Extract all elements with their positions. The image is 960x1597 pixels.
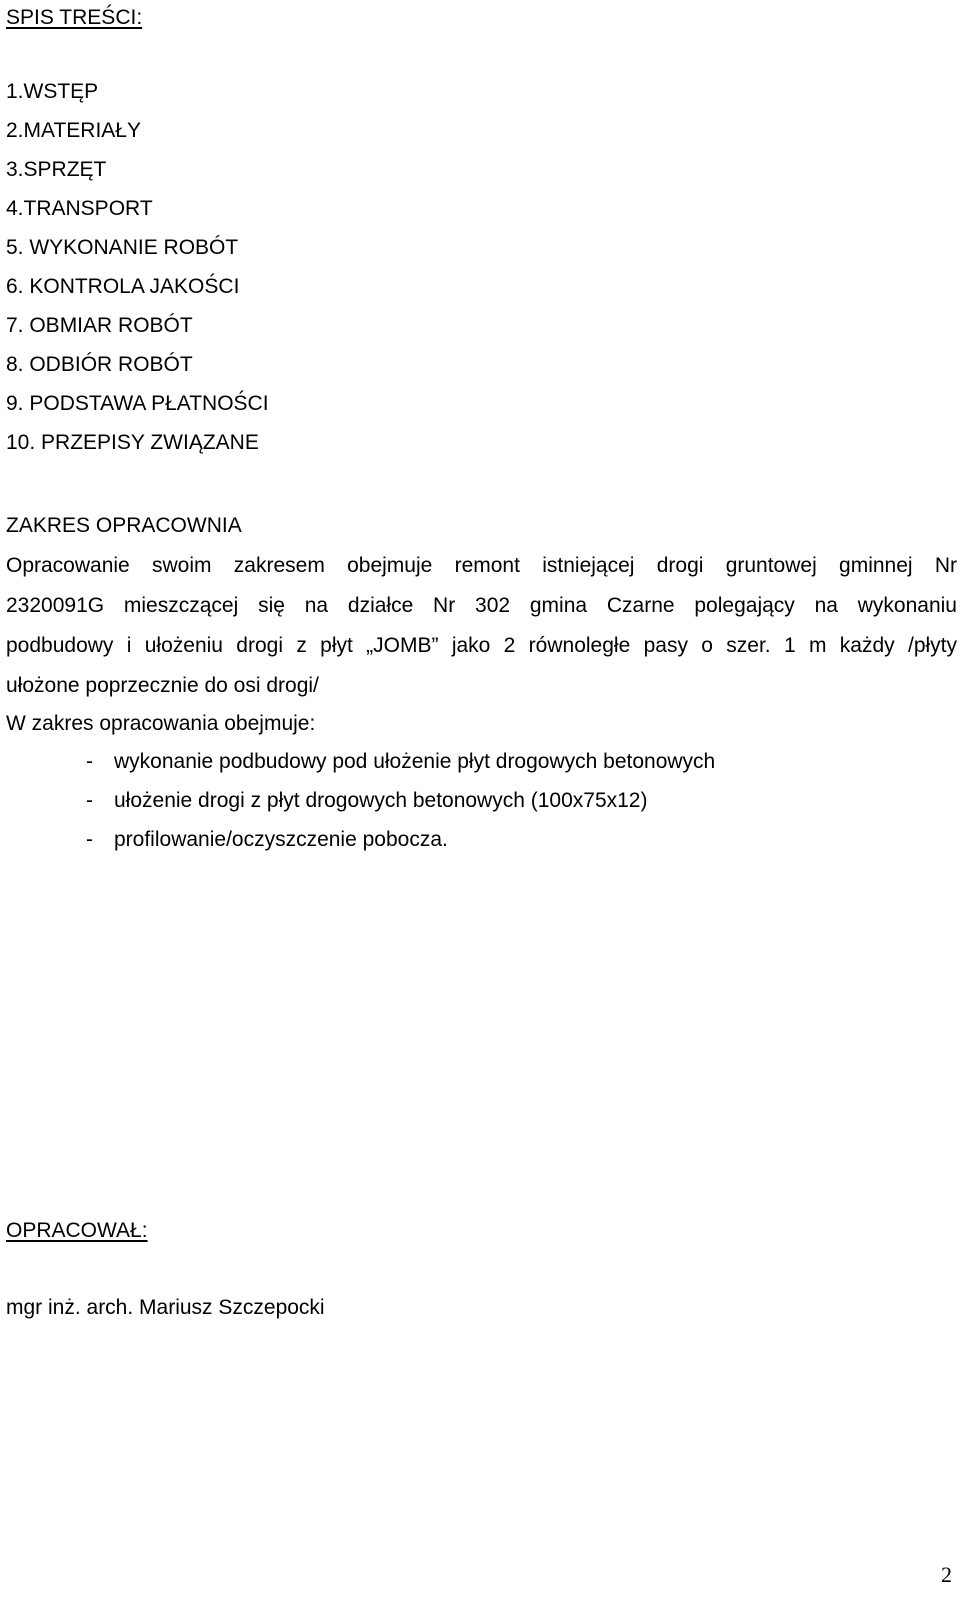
toc-item: 8. ODBIÓR ROBÓT xyxy=(6,353,193,376)
bullet-dash: - xyxy=(86,789,93,812)
bullet-dash: - xyxy=(86,828,93,851)
toc-item: 10. PRZEPISY ZWIĄZANE xyxy=(6,431,259,454)
toc-item: 3.SPRZĘT xyxy=(6,158,107,181)
toc-item: 1.WSTĘP xyxy=(6,80,99,103)
paragraph-line: podbudowy i ułożeniu drogi z płyt „JOMB” jako 2 równoległe pasy o szer. 1 m każdy /płyty xyxy=(6,634,957,657)
author-name: mgr inż. arch. Mariusz Szczepocki xyxy=(6,1296,325,1319)
paragraph-line: Opracowanie swoim zakresem obejmuje remont istniejącej drogi gruntowej gminnej Nr xyxy=(6,554,957,577)
list-item xyxy=(86,828,448,852)
toc-item: 6. KONTROLA JAKOŚCI xyxy=(6,275,240,298)
author-label: OPRACOWAŁ: xyxy=(6,1219,148,1242)
scope-intro: W zakres opracowania obejmuje: xyxy=(6,712,316,735)
toc-item: 7. OBMIAR ROBÓT xyxy=(6,314,193,337)
toc-item: 4.TRANSPORT xyxy=(6,197,153,220)
toc-item: 2.MATERIAŁY xyxy=(6,119,141,142)
list-item xyxy=(86,789,647,813)
list-item-text: profilowanie/oczyszczenie pobocza. xyxy=(114,828,448,851)
list-item-text: wykonanie podbudowy pod ułożenie płyt drogowych betonowych xyxy=(114,750,716,773)
page-number: 2 xyxy=(941,1562,952,1587)
paragraph-line: ułożone poprzecznie do osi drogi/ xyxy=(6,674,319,697)
scope-heading: ZAKRES OPRACOWNIA xyxy=(6,514,242,537)
toc-heading: SPIS TREŚCI: xyxy=(6,6,143,29)
toc-item: 9. PODSTAWA PŁATNOŚCI xyxy=(6,392,269,415)
toc-item: 5. WYKONANIE ROBÓT xyxy=(6,236,239,259)
bullet-dash: - xyxy=(86,750,93,773)
list-item-text: ułożenie drogi z płyt drogowych betonowych (100x75x12) xyxy=(114,789,648,812)
list-item xyxy=(86,750,715,774)
paragraph-line: 2320091G mieszczącej się na działce Nr 302 gmina Czarne polegający na wykonaniu xyxy=(6,594,957,617)
